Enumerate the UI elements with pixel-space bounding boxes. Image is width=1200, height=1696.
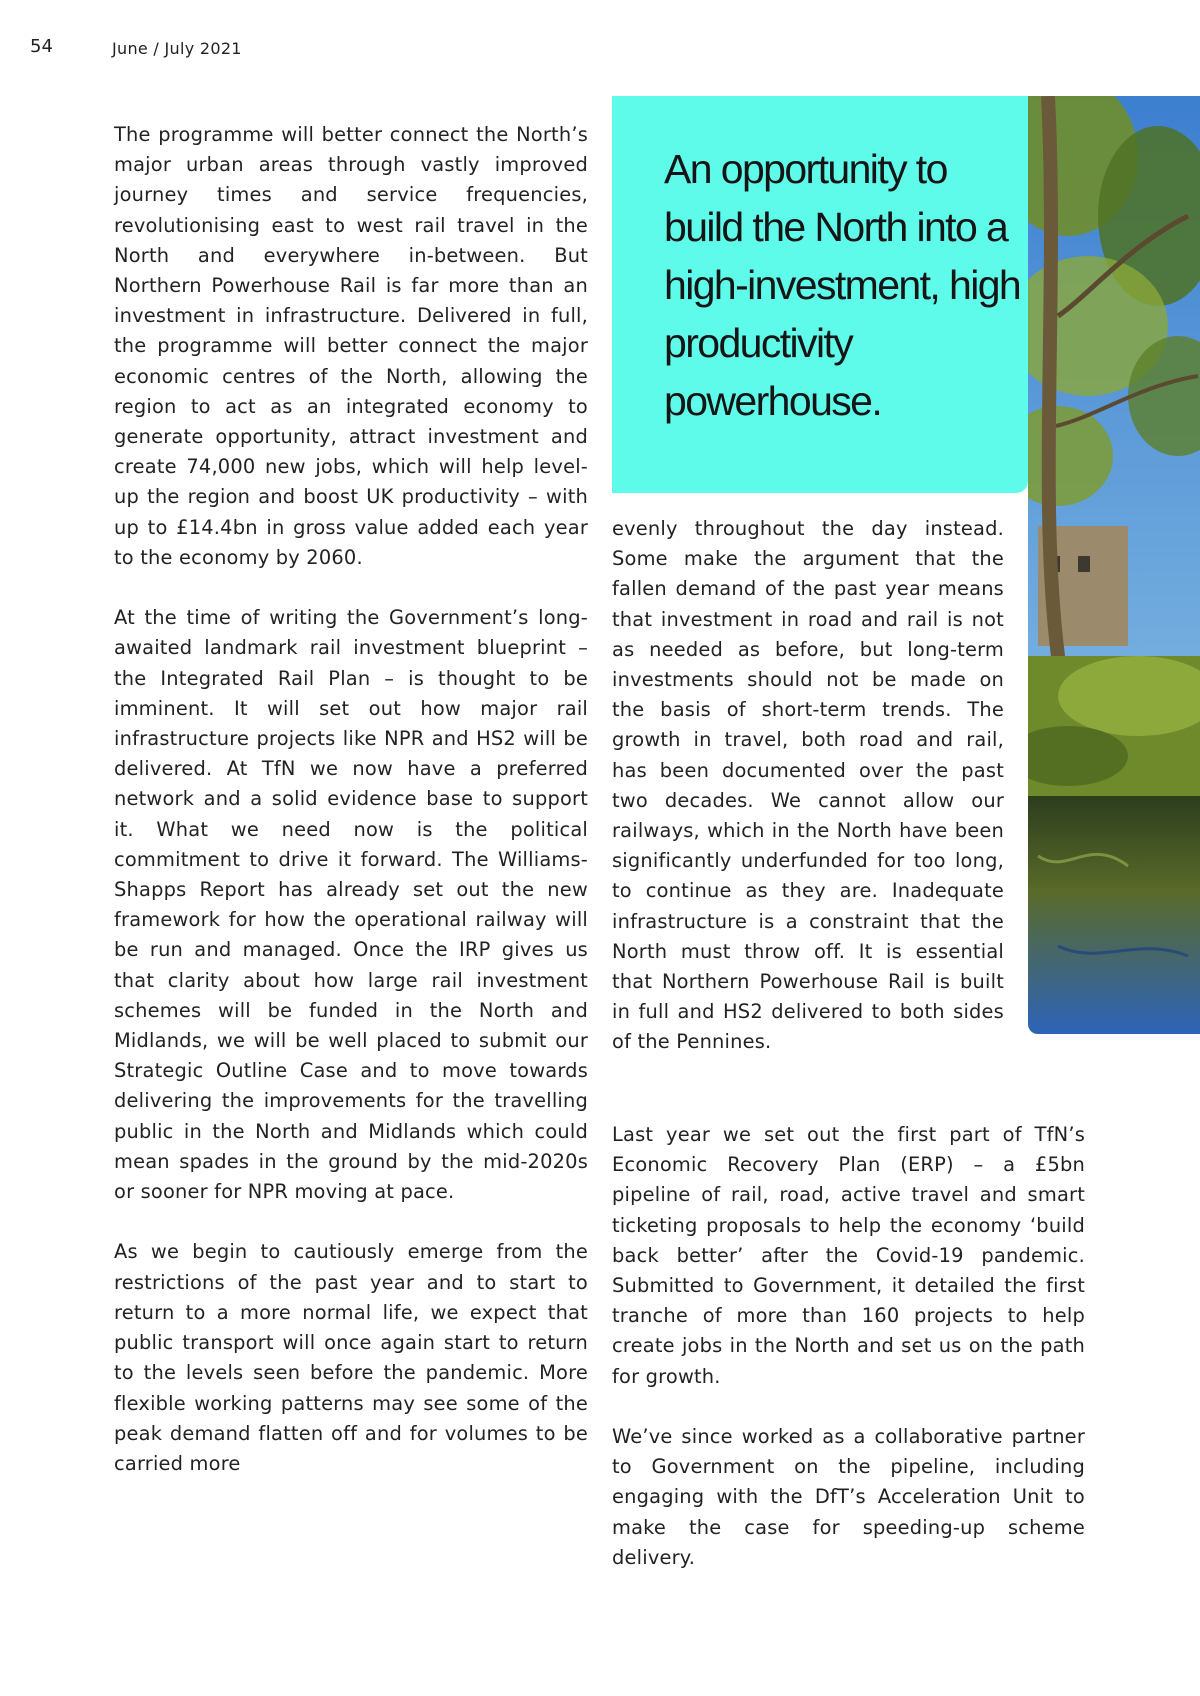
paragraph: The programme will better connect the North’s major urban areas through vastly improved journey times and service frequencies, revolutionising east to west rail travel in the North and everywhere in-between. But Northern Powerhouse Rail is far more than an investment in infrastructure. Delivered in full, the programme will better connect the major economic centres of the North, allowing the region to act as an integrated economy to generate opportunity, attract investment and create 74,000 new jobs, which will help level-up the region and boost UK productivity – with up to £14.4bn in gross value added each year to the economy by 2060. (114, 123, 588, 569)
article-column-right (612, 1120, 1085, 1573)
paragraph: Last year we set out the first part of TfN’s Economic Recovery Plan (ERP) – a £5bn pipeline of rail, road, active travel and smart ticketing proposals to help the economy ‘build back better’ after the Covid-19 pandemic. Submitted to Government, it detailed the first tranche of more than 160 projects to help create jobs in the North and set us on the path for growth. (612, 1123, 1085, 1388)
issue-date: June / July 2021 (112, 39, 242, 58)
article-column-middle (612, 514, 1004, 1058)
article-column-left (114, 120, 588, 1479)
paragraph: At the time of writing the Government’s long-awaited landmark rail investment blueprint – the Integrated Rail Plan – is thought to be imminent. It will set out how major rail infrastructure projects like NPR and HS2 will be delivered. At TfN we now have a preferred network and a solid evidence base to support it. What we need now is the political commitment to drive it forward. The Williams-Shapps Report has already set out the new framework for how the operational railway will be run and managed. Once the IRP gives us that clarity about how large rail investment schemes will be funded in the North and Midlands, we will be well placed to submit our Strategic Outline Case and to move towards delivering the improvements for the travelling public in the North and Midlands which could mean spades in the ground by the mid-2020s or sooner for NPR moving at pace. (114, 606, 588, 1204)
paragraph: As we begin to cautiously emerge from the restrictions of the past year and to start to return to a more normal life, we expect that public transport will once again start to return to the levels seen before the pandemic. More flexible working patterns may see some of the peak demand flatten off and for volumes to be carried more (114, 1240, 588, 1475)
tree-canal-photo (1028, 96, 1200, 1034)
pull-quote-box (612, 96, 1028, 493)
paragraph: evenly throughout the day instead. Some make the argument that the fallen demand of the past year means that investment in road and rail is not as needed as before, but long-term investments should not be made on the basis of short-term trends. The growth in travel, both road and rail, has been documented over the past two decades. We cannot allow our railways, which in the North have been significantly underfunded for too long, to continue as they are. Inadequate infrastructure is a constraint that the North must throw off. It is essential that Northern Powerhouse Rail is built in full and HS2 delivered to both sides of the Pennines. (612, 517, 1004, 1054)
photo-illustration (1028, 96, 1200, 1034)
pull-quote: An opportunity to build the North into a high-investment, high productivity powerhouse. (664, 146, 1021, 424)
page-number: 54 (30, 36, 53, 57)
paragraph: We’ve since worked as a collaborative partner to Government on the pipeline, including engaging with the DfT’s Acceleration Unit to make the case for speeding-up scheme delivery. (612, 1425, 1085, 1569)
